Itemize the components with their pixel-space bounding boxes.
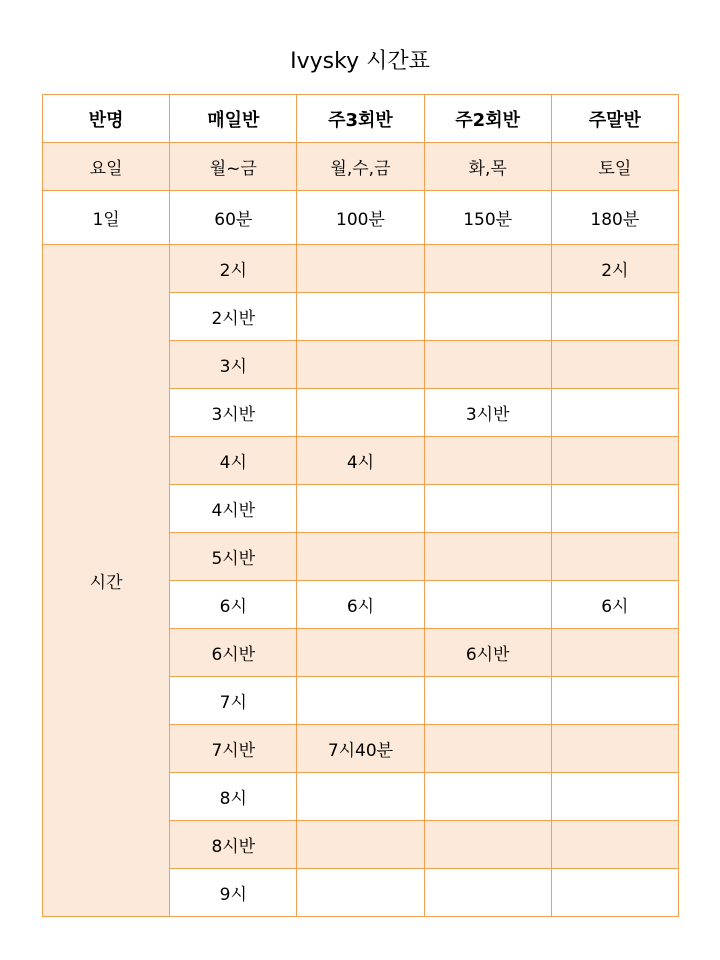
slot-weekend-cell xyxy=(551,629,678,677)
header-cell-weekend: 주말반 xyxy=(551,95,678,143)
header-row xyxy=(43,95,679,143)
days-weekend: 토일 xyxy=(551,143,678,191)
duration-daily: 60분 xyxy=(170,191,297,245)
slot-two-times-cell: 3시반 xyxy=(424,389,551,437)
page-title: Ivysky 시간표 xyxy=(290,49,430,74)
header-cell-class-name: 반명 xyxy=(43,95,170,143)
header-cell-daily: 매일반 xyxy=(170,95,297,143)
timetable xyxy=(42,94,679,917)
slot-daily-cell: 4시반 xyxy=(170,485,297,533)
duration-label: 1일 xyxy=(43,191,170,245)
slot-three-times-cell xyxy=(297,677,424,725)
slot-weekend-cell xyxy=(551,341,678,389)
slot-three-times-cell: 7시40분 xyxy=(297,725,424,773)
slot-daily-cell: 7시반 xyxy=(170,725,297,773)
slot-three-times-cell xyxy=(297,869,424,917)
slot-two-times-cell xyxy=(424,245,551,293)
slot-two-times-cell: 6시반 xyxy=(424,629,551,677)
slot-daily-cell: 9시 xyxy=(170,869,297,917)
slot-weekend-cell xyxy=(551,293,678,341)
slot-daily-cell: 8시 xyxy=(170,773,297,821)
slot-daily-cell: 2시반 xyxy=(170,293,297,341)
slot-three-times-cell xyxy=(297,293,424,341)
slot-two-times-cell xyxy=(424,437,551,485)
slot-weekend-cell xyxy=(551,725,678,773)
slot-three-times-cell xyxy=(297,821,424,869)
days-row xyxy=(43,143,679,191)
slot-daily-cell: 3시 xyxy=(170,341,297,389)
slot-two-times-cell xyxy=(424,293,551,341)
slot-weekend-cell xyxy=(551,485,678,533)
days-daily: 월~금 xyxy=(170,143,297,191)
slot-daily-cell: 2시 xyxy=(170,245,297,293)
duration-row xyxy=(43,191,679,245)
slot-weekend-cell xyxy=(551,677,678,725)
slot-weekend-cell xyxy=(551,869,678,917)
slot-three-times-cell xyxy=(297,773,424,821)
slot-three-times-cell xyxy=(297,485,424,533)
slot-two-times-cell xyxy=(424,341,551,389)
slot-weekend-cell xyxy=(551,773,678,821)
slot-three-times-cell xyxy=(297,533,424,581)
slot-three-times-cell xyxy=(297,389,424,437)
time-label-cell: 시간 xyxy=(43,245,170,917)
slot-two-times-cell xyxy=(424,821,551,869)
slot-daily-cell: 4시 xyxy=(170,437,297,485)
duration-two-times: 150분 xyxy=(424,191,551,245)
header-cell-two-times: 주2회반 xyxy=(424,95,551,143)
slot-daily-cell: 5시반 xyxy=(170,533,297,581)
slot-weekend-cell xyxy=(551,437,678,485)
duration-weekend: 180분 xyxy=(551,191,678,245)
slot-three-times-cell: 6시 xyxy=(297,581,424,629)
slot-two-times-cell xyxy=(424,581,551,629)
days-label: 요일 xyxy=(43,143,170,191)
days-three-times: 월,수,금 xyxy=(297,143,424,191)
slot-three-times-cell xyxy=(297,629,424,677)
slot-three-times-cell xyxy=(297,245,424,293)
slot-three-times-cell xyxy=(297,341,424,389)
time-slot-row xyxy=(43,245,679,293)
slot-weekend-cell: 6시 xyxy=(551,581,678,629)
slot-two-times-cell xyxy=(424,677,551,725)
slot-weekend-cell xyxy=(551,389,678,437)
slot-weekend-cell xyxy=(551,821,678,869)
slot-weekend-cell xyxy=(551,533,678,581)
slot-daily-cell: 6시 xyxy=(170,581,297,629)
slot-two-times-cell xyxy=(424,725,551,773)
slot-three-times-cell: 4시 xyxy=(297,437,424,485)
slot-daily-cell: 3시반 xyxy=(170,389,297,437)
slot-two-times-cell xyxy=(424,485,551,533)
slot-daily-cell: 6시반 xyxy=(170,629,297,677)
slot-two-times-cell xyxy=(424,533,551,581)
slot-two-times-cell xyxy=(424,869,551,917)
days-two-times: 화,목 xyxy=(424,143,551,191)
slot-two-times-cell xyxy=(424,773,551,821)
slot-weekend-cell: 2시 xyxy=(551,245,678,293)
header-cell-three-times: 주3회반 xyxy=(297,95,424,143)
slot-daily-cell: 7시 xyxy=(170,677,297,725)
duration-three-times: 100분 xyxy=(297,191,424,245)
slot-daily-cell: 8시반 xyxy=(170,821,297,869)
